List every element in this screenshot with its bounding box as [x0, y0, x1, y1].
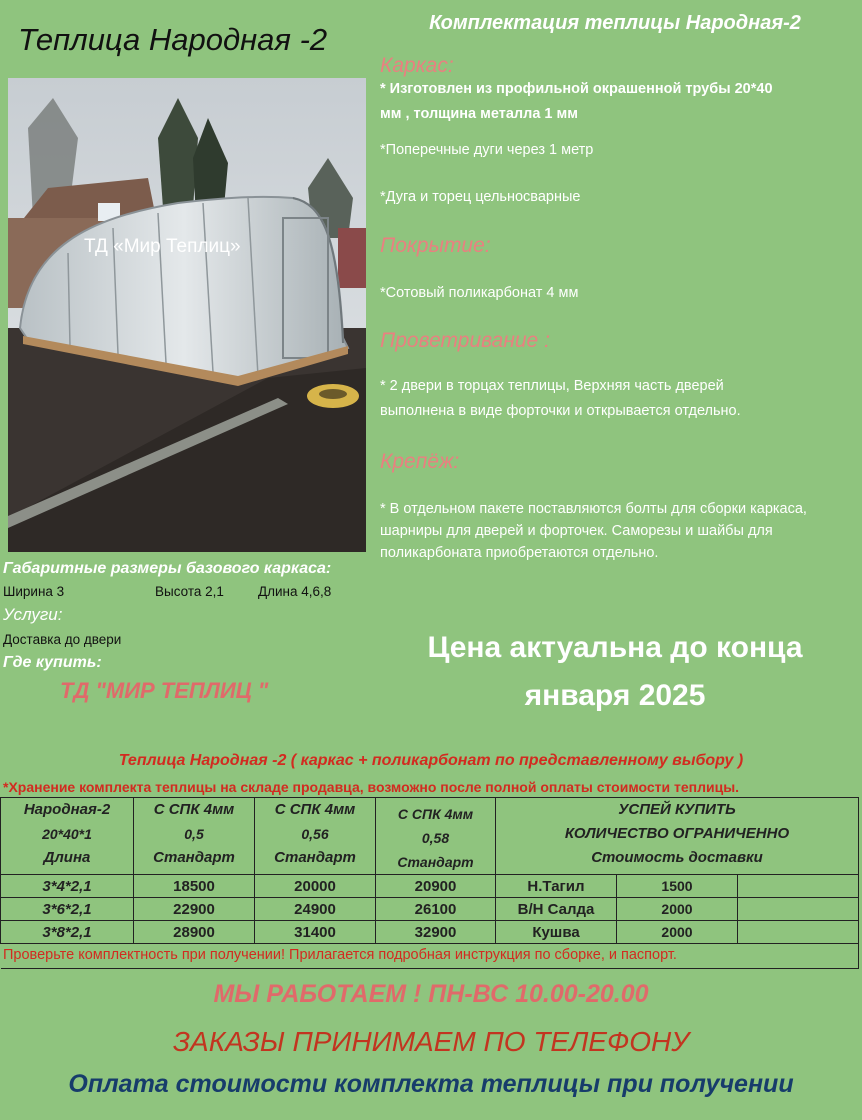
warning-text: Проверьте комплектность при получении! Прилагается подробная инструкция по сборке, и паспорт.	[3, 947, 677, 963]
provetrivanie-heading: Проветривание :	[380, 329, 550, 352]
karkas-line1: * Изготовлен из профильной окрашенной трубы 20*40	[380, 81, 773, 97]
working-hours-time: 10.00-20.00	[515, 980, 649, 1008]
uslugi-heading: Услуги:	[3, 605, 63, 624]
uslugi-text: Доставка до двери	[3, 632, 122, 647]
gabarit-heading: Габаритные размеры базового каркаса:	[3, 560, 332, 577]
payment-note: Оплата стоимости комплекта теплицы при получении	[68, 1070, 794, 1098]
working-hours-main: МЫ РАБОТАЕМ ! ПН-ВС	[213, 980, 516, 1008]
header-spk-058: С СПК 4мм 0,58 Стандарт	[376, 798, 496, 875]
karkas-line2: мм , толщина металла 1 мм	[380, 106, 578, 122]
price-table	[0, 797, 859, 969]
working-hours	[0, 980, 862, 1009]
photo-watermark: ТД «Мир Теплиц»	[84, 236, 241, 257]
greenhouse-photo	[8, 78, 366, 552]
pokrytie-heading: Покрытие:	[380, 234, 491, 257]
table-row: 3*4*2,1 18500 20000 20900 Н.Тагил 1500	[1, 875, 859, 898]
pokrytie-text: *Сотовый поликарбонат 4 мм	[380, 285, 579, 301]
gabarit-length: Длина 4,6,8	[258, 584, 332, 599]
krepezh-line2: шарниры для дверей и форточек. Саморезы и шайбы для	[380, 523, 773, 539]
karkas-point2: *Дуга и торец цельносварные	[380, 189, 581, 205]
karkas-point1: *Поперечные дуги через 1 метр	[380, 142, 594, 158]
header-spk-05: С СПК 4мм 0,5 Стандарт	[134, 798, 255, 875]
price-note	[380, 624, 850, 720]
shop-name: ТД "МИР ТЕПЛИЦ "	[60, 678, 269, 703]
table-row: 3*8*2,1 28900 31400 32900 Кушва 2000	[1, 921, 859, 944]
price-note-line2: января 2025	[524, 679, 706, 712]
storage-note: *Хранение комплекта теплицы на складе продавца, возможно после полной оплаты стоимости теплицы.	[3, 779, 740, 795]
krepezh-heading: Крепёж:	[380, 450, 460, 473]
gabarit-width: Ширина 3	[3, 584, 65, 599]
table-header-row	[1, 798, 859, 875]
table-row: 3*6*2,1 22900 24900 26100 В/Н Салда 2000	[1, 898, 859, 921]
krepezh-line1: * В отдельном пакете поставляются болты для сборки каркаса,	[380, 501, 807, 517]
table-title: Теплица Народная -2 ( каркас + поликарбонат по представленному выбору )	[118, 752, 744, 769]
header-delivery: УСПЕЙ КУПИТЬ КОЛИЧЕСТВО ОГРАНИЧЕННО Стоимость доставки	[496, 798, 859, 875]
header-spk-056: С СПК 4мм 0,56 Стандарт	[255, 798, 376, 875]
gabarit-height: Высота 2,1	[155, 584, 224, 599]
provetrivanie-line2: выполнена в виде форточки и открывается отдельно.	[380, 403, 741, 419]
karkas-heading: Каркас:	[380, 54, 454, 77]
orders-by-phone: ЗАКАЗЫ ПРИНИМАЕМ ПО ТЕЛЕФОНУ	[172, 1026, 690, 1057]
komplekt-title: Комплектация теплицы Народная-2	[429, 12, 801, 34]
header-model: Народная-2 20*40*1 Длина	[1, 798, 134, 875]
page-title: Теплица Народная -2	[18, 22, 328, 57]
price-note-line1: Цена актуальна до конца	[427, 631, 803, 664]
krepezh-line3: поликарбоната приобретаются отдельно.	[380, 545, 659, 561]
gde-kupit-heading: Где купить:	[3, 654, 102, 671]
provetrivanie-line1: * 2 двери в торцах теплицы, Верхняя часть дверей	[380, 378, 724, 394]
